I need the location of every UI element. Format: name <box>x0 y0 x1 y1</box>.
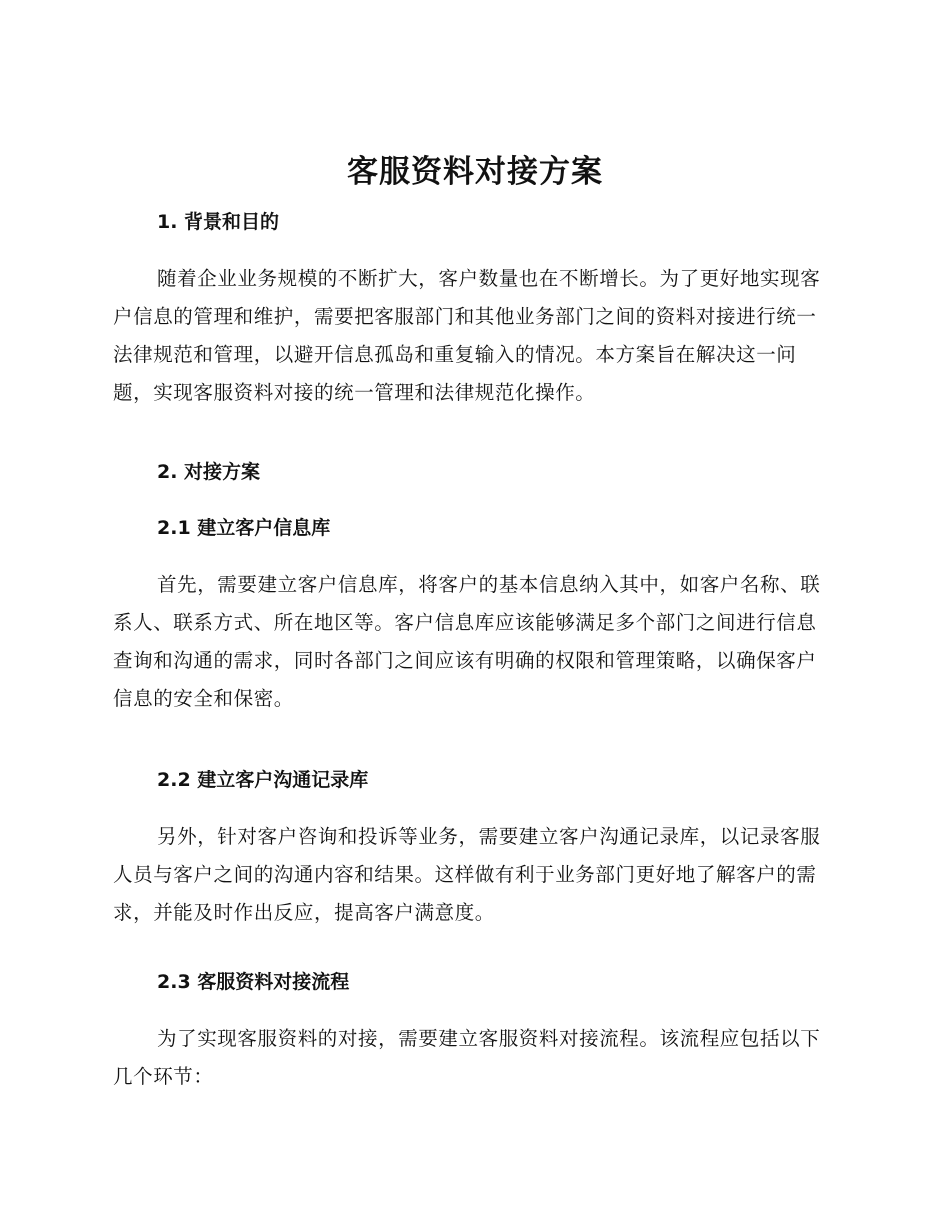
paragraph-integration-process: 为了实现客服资料的对接，需要建立客服资料对接流程。该流程应包括以下几个环节： <box>113 1027 821 1088</box>
section-heading-background: 1. 背景和目的 <box>157 211 280 233</box>
paragraph-background: 随着企业业务规模的不断扩大，客户数量也在不断增长。为了更好地实现客户信息的管理和维护，需要把客服部门和其他业务部门之间的资料对接进行统一法律规范和管理，以避开信息孤岛和重复输入的情况。本方案旨在解决这一问题，实现客服资料对接的统一管理和法律规范化操作。 <box>113 267 821 404</box>
paragraph-customer-database: 首先，需要建立客户信息库，将客户的基本信息纳入其中，如客户名称、联系人、联系方式、所在地区等。客户信息库应该能够满足多个部门之间进行信息查询和沟通的需求，同时各部门之间应该有明确的权限和管理策略，以确保客户信息的安全和保密。 <box>113 573 821 710</box>
section-heading-solution: 2. 对接方案 <box>157 461 261 483</box>
document-title: 客服资料对接方案 <box>347 154 603 190</box>
section-heading-communication-records: 2.2 建立客户沟通记录库 <box>157 769 369 791</box>
section-heading-integration-process: 2.3 客服资料对接流程 <box>157 971 350 993</box>
section-heading-customer-database: 2.1 建立客户信息库 <box>157 517 331 539</box>
paragraph-communication-records: 另外，针对客户咨询和投诉等业务，需要建立客户沟通记录库，以记录客服人员与客户之间的沟通内容和结果。这样做有利于业务部门更好地了解客户的需求，并能及时作出反应，提高客户满意度。 <box>113 825 821 924</box>
